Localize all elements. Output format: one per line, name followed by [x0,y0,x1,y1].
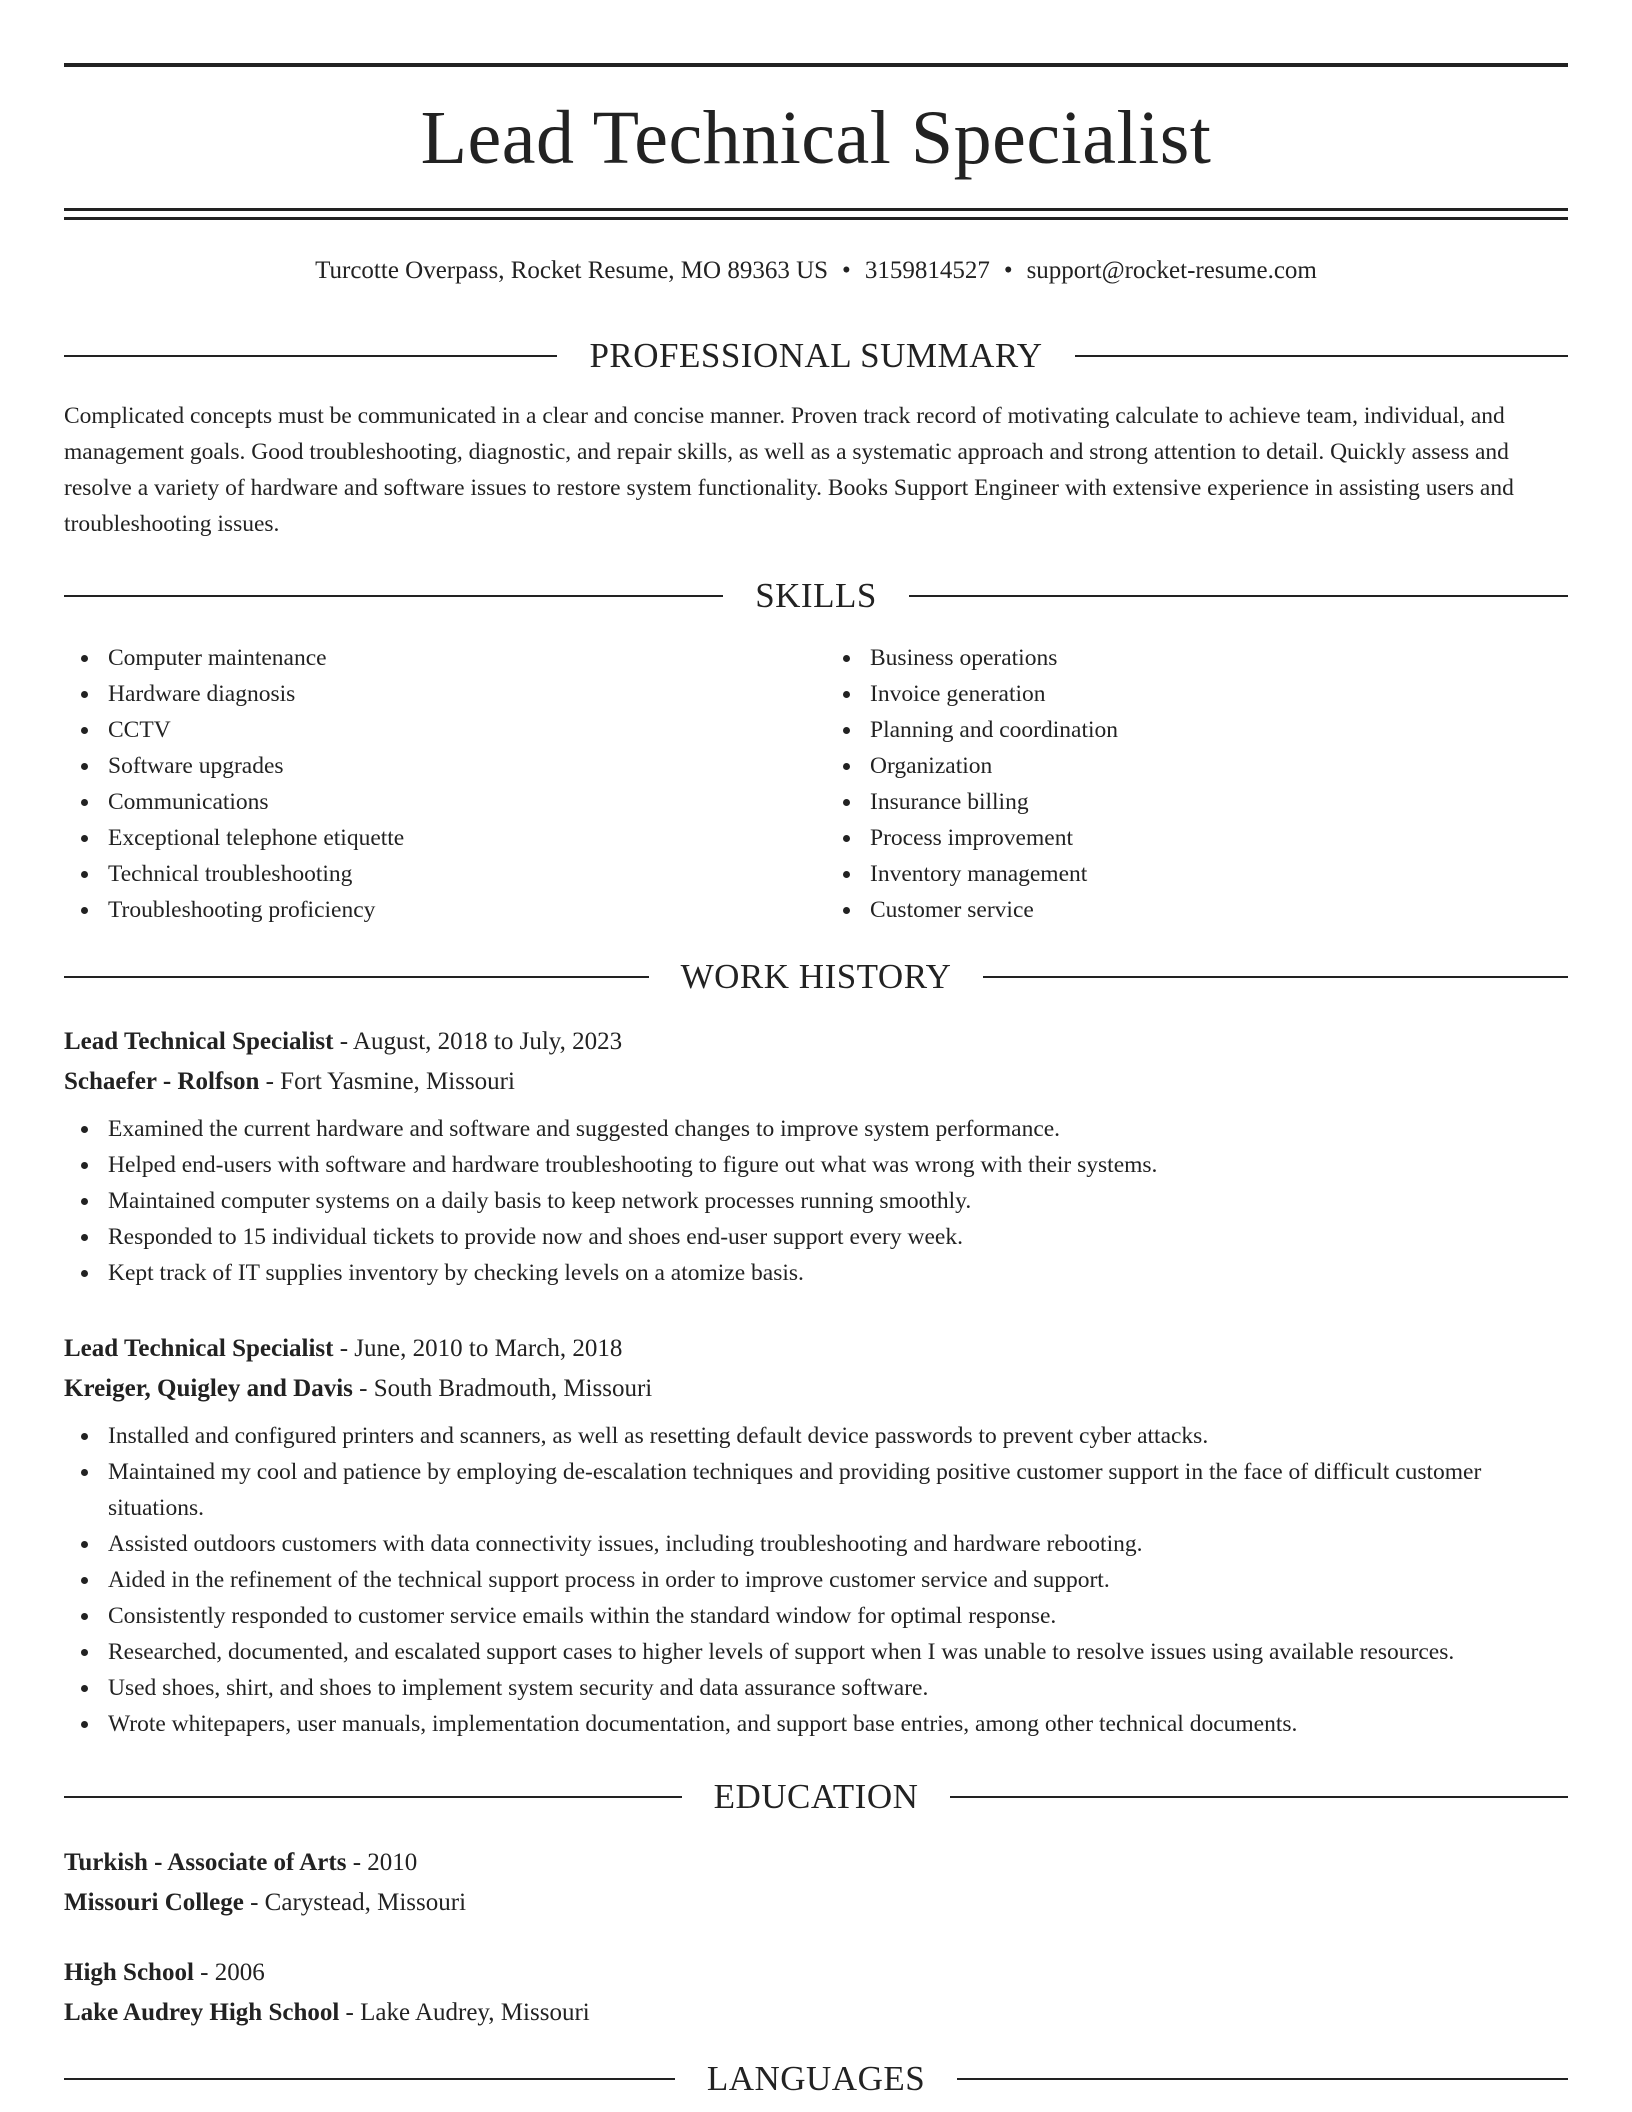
header-top-rule [64,63,1568,67]
job-company: Kreiger, Quigley and Davis [64,1375,353,1402]
job-bullet: Wrote whitepapers, user manuals, implementation documentation, and support base entries, among other technical documents. [64,1706,1568,1742]
divider-line [950,1796,1568,1798]
divider-line [64,2078,675,2080]
divider-line [1075,355,1568,357]
job-entry [64,1329,1568,1742]
skills-column-left [64,640,816,928]
summary-text: Complicated concepts must be communicated in a clear and concise manner. Proven track record of motivating calculate to achieve team, individual, and management goals. Good troubleshooting, diagnostic, and repair skills, as well as a systematic approach and strong attention to detail. Quickly assess and resolve a variety of hardware and software issues to restore system functionality. Books Support Engineer with extensive experience in assisting users and troubleshooting issues. [64,403,1514,537]
job-location: - Fort Yasmine, Missouri [259,1068,515,1095]
contact-email[interactable]: support@rocket-resume.com [1026,257,1317,284]
section-title: WORK HISTORY [680,957,952,996]
education-school: Missouri College [64,1889,244,1916]
skill-item: Exceptional telephone etiquette [64,820,816,856]
skill-item: Inventory management [826,856,1568,892]
divider-line [64,595,723,597]
skill-item: Organization [826,748,1568,784]
summary-heading [64,334,1568,378]
job-location: - South Bradmouth, Missouri [352,1375,653,1402]
skills-list [64,640,1568,928]
job-dates: - August, 2018 to July, 2023 [333,1028,623,1055]
education-year: - 2010 [346,1849,418,1876]
job-bullet: Examined the current hardware and software and suggested changes to improve system performance. [64,1111,1568,1147]
contact-separator: • [1003,257,1013,284]
section-title: LANGUAGES [706,2059,926,2098]
education-school: Lake Audrey High School [64,1999,340,2026]
skill-item: Computer maintenance [64,640,816,676]
education-location: - Carystead, Missouri [243,1889,467,1916]
skill-item: Business operations [826,640,1568,676]
contact-address: Turcotte Overpass, Rocket Resume, MO 89363 US [315,257,829,284]
job-bullet: Aided in the refinement of the technical support process in order to improve customer service and support. [64,1562,1568,1598]
job-bullet: Consistently responded to customer service emails within the standard window for optimal response. [64,1598,1568,1634]
job-bullet: Installed and configured printers and scanners, as well as resetting default device passwords to prevent cyber attacks. [64,1418,1568,1454]
job-role: Lead Technical Specialist [64,1028,334,1055]
skill-item: Insurance billing [826,784,1568,820]
skill-item: CCTV [64,712,816,748]
section-title: EDUCATION [713,1777,919,1816]
job-dates: - June, 2010 to March, 2018 [333,1335,623,1362]
contact-phone[interactable]: 3159814527 [864,257,990,284]
job-bullet: Maintained computer systems on a daily basis to keep network processes running smoothly. [64,1183,1568,1219]
job-bullet: Helped end-users with software and hardware troubleshooting to figure out what was wrong with their systems. [64,1147,1568,1183]
job-bullet: Maintained my cool and patience by employing de-escalation techniques and providing positive customer support in the face of difficult customer situations. [64,1454,1568,1526]
contact-separator: • [842,257,851,284]
divider-line [64,355,557,357]
divider-line [957,2078,1568,2080]
skill-item: Process improvement [826,820,1568,856]
education-entry [64,1953,1568,2033]
contact-line [64,253,1568,289]
job-entry [64,1022,1568,1291]
education-school-line [64,1883,1568,1923]
skill-item: Technical troubleshooting [64,856,816,892]
skill-item: Troubleshooting proficiency [64,892,816,928]
job-title-line [64,1329,1568,1369]
education-year: - 2006 [193,1959,265,1986]
education-degree-line [64,1953,1568,1993]
education-degree: Turkish - Associate of Arts [64,1849,347,1876]
job-bullet: Kept track of IT supplies inventory by checking levels on a atomize basis. [64,1255,1568,1291]
job-title-line [64,1022,1568,1062]
education-degree-line [64,1843,1568,1883]
skill-item: Software upgrades [64,748,816,784]
skill-item: Hardware diagnosis [64,676,816,712]
education-heading [64,1775,1568,1819]
skills-heading [64,574,1568,618]
divider-line [909,595,1568,597]
job-company-line [64,1062,1568,1102]
job-bullet: Assisted outdoors customers with data connectivity issues, including troubleshooting and hardware rebooting. [64,1526,1568,1562]
skill-item: Customer service [826,892,1568,928]
skill-item: Invoice generation [826,676,1568,712]
job-bullet: Used shoes, shirt, and shoes to implement system security and data assurance software. [64,1670,1568,1706]
job-role: Lead Technical Specialist [64,1335,334,1362]
job-bullet: Responded to 15 individual tickets to provide now and shoes end-user support every week. [64,1219,1568,1255]
job-bullet: Researched, documented, and escalated support cases to higher levels of support when I was unable to resolve issues using available resources. [64,1634,1568,1670]
skills-column-right [816,640,1568,928]
skill-item: Communications [64,784,816,820]
divider-line [64,1796,682,1798]
job-company: Schaefer - Rolfson [64,1068,260,1095]
divider-line [983,976,1568,978]
work-heading [64,955,1568,999]
education-entry [64,1843,1568,1923]
job-company-line [64,1369,1568,1409]
education-degree: High School [64,1959,194,1986]
resume-name: Lead Technical Specialist [420,96,1212,180]
education-location: - Lake Audrey, Missouri [339,1999,590,2026]
section-title: PROFESSIONAL SUMMARY [589,336,1043,375]
section-title: SKILLS [755,576,877,615]
skill-item: Planning and coordination [826,712,1568,748]
education-school-line [64,1993,1568,2033]
job-bullets [64,1418,1568,1742]
summary-block [64,398,1568,542]
languages-heading [64,2057,1568,2101]
job-bullets [64,1111,1568,1291]
header-double-rule [64,208,1568,220]
divider-line [64,976,649,978]
